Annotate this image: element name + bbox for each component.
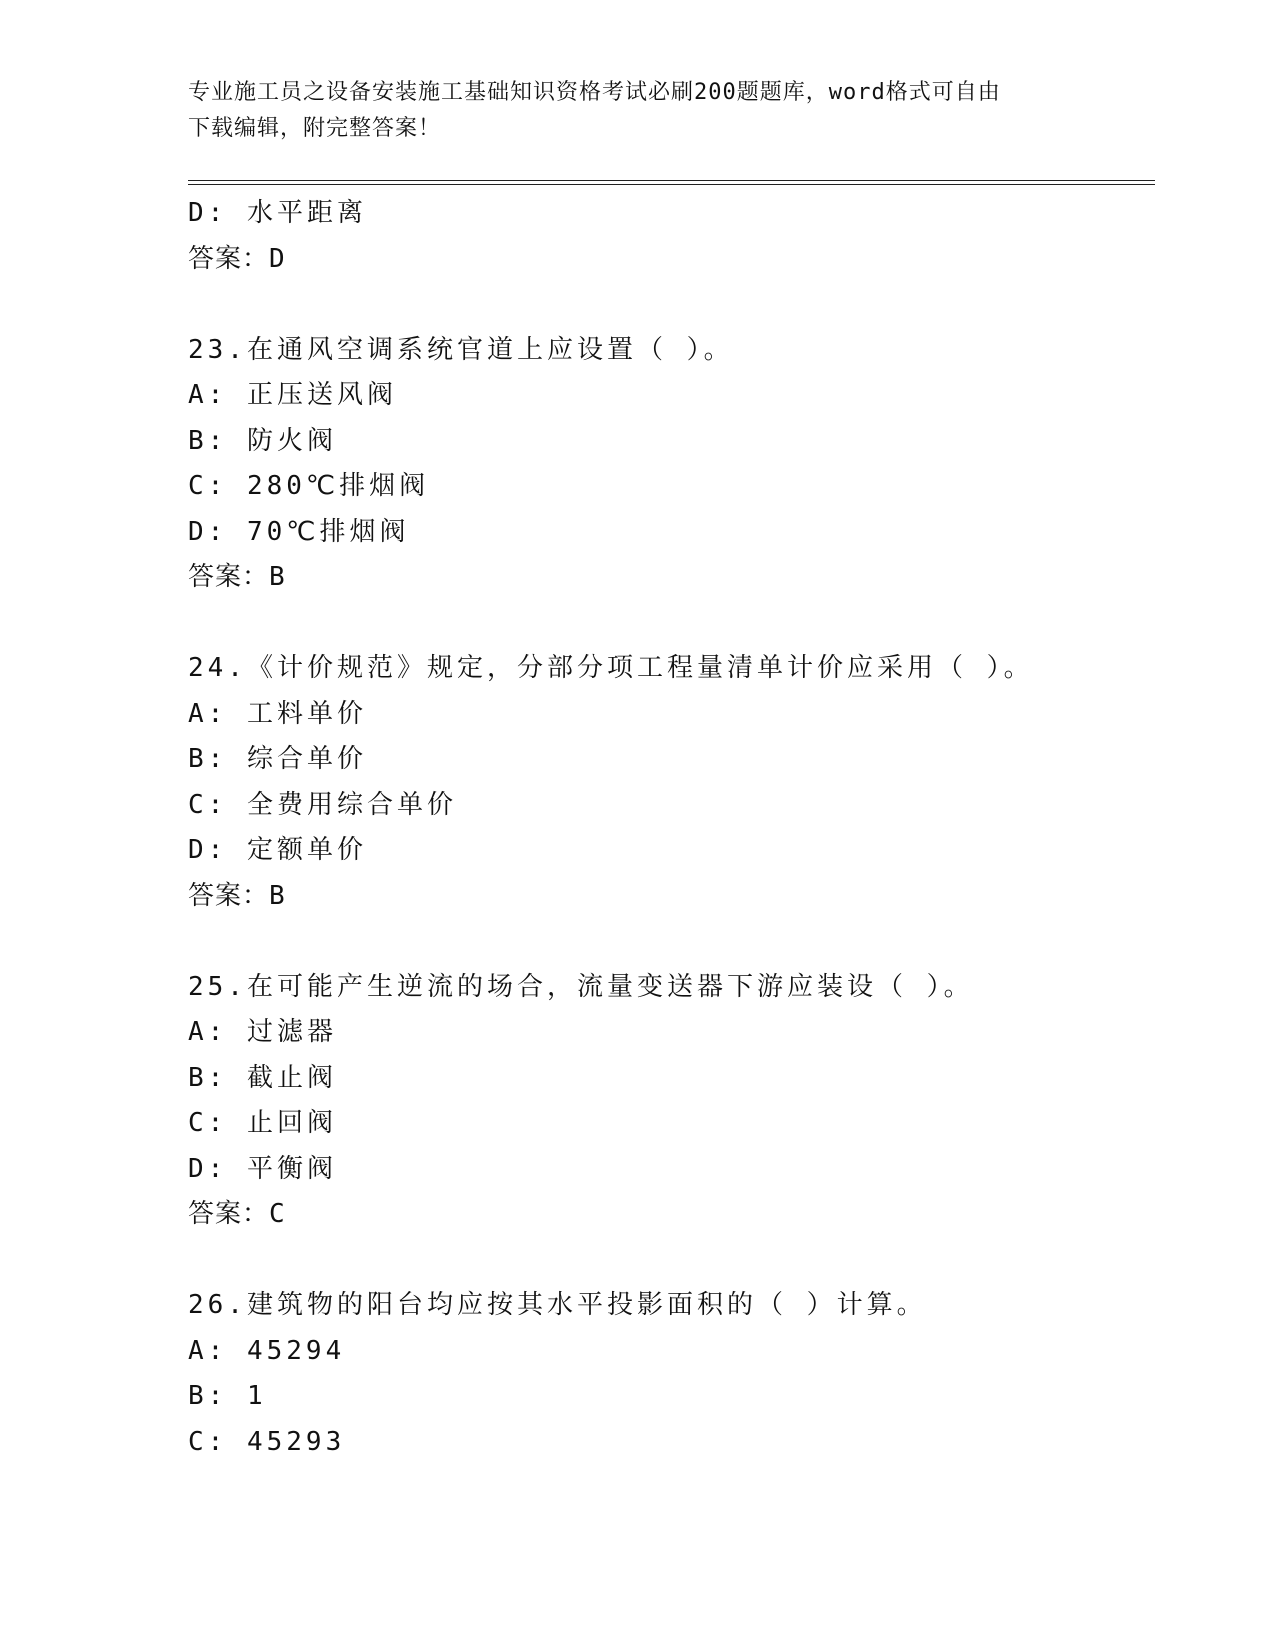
spacer <box>188 282 1148 328</box>
option-d: D: 水平距离 <box>188 198 367 228</box>
question-list <box>188 191 1148 1465</box>
document-header <box>188 75 1088 147</box>
question-stem: 26.建筑物的阳台均应按其水平投影面积的（ ）计算。 <box>188 1290 927 1320</box>
option-c: C: 全费用综合单价 <box>188 789 457 820</box>
question-stem: 24.《计价规范》规定，分部分项工程量清单计价应采用（ ）。 <box>188 653 1034 683</box>
option-d: D: 70℃排烟阀 <box>188 516 410 547</box>
option-c: C: 45293 <box>188 1426 346 1457</box>
option-c: C: 280℃排烟阀 <box>188 471 430 501</box>
option-b: B: 防火阀 <box>188 425 337 456</box>
option-a: A: 工料单价 <box>188 698 367 729</box>
question-24 <box>188 646 1148 919</box>
header-line-1: 专业施工员之设备安装施工基础知识资格考试必刷200题题库，word格式可自由 <box>188 80 1001 105</box>
question-23 <box>188 328 1148 601</box>
answer: 答案：B <box>188 562 286 592</box>
spacer <box>188 601 1148 647</box>
option-d: D: 定额单价 <box>188 835 367 865</box>
header-rule-top <box>188 180 1155 181</box>
answer: 答案：B <box>188 880 286 911</box>
header-rule-bottom <box>188 184 1155 185</box>
question-stem: 23.在通风空调系统官道上应设置（ ）。 <box>188 334 734 365</box>
option-b: B: 综合单价 <box>188 744 367 774</box>
option-b: B: 1 <box>188 1381 267 1411</box>
question-stem: 25.在可能产生逆流的场合，流量变送器下游应装设（ ）。 <box>188 971 974 1002</box>
spacer <box>188 919 1148 965</box>
answer: 答案：C <box>188 1199 286 1229</box>
option-d: D: 平衡阀 <box>188 1153 337 1184</box>
question-25 <box>188 965 1148 1238</box>
question-26 <box>188 1283 1148 1465</box>
spacer <box>188 1238 1148 1284</box>
option-a: A: 过滤器 <box>188 1017 337 1047</box>
option-a: A: 45294 <box>188 1335 346 1366</box>
header-line-2: 下载编辑，附完整答案！ <box>188 116 442 141</box>
option-b: B: 截止阀 <box>188 1062 337 1093</box>
option-a: A: 正压送风阀 <box>188 380 397 410</box>
option-c: C: 止回阀 <box>188 1108 337 1138</box>
answer: 答案：D <box>188 243 286 274</box>
